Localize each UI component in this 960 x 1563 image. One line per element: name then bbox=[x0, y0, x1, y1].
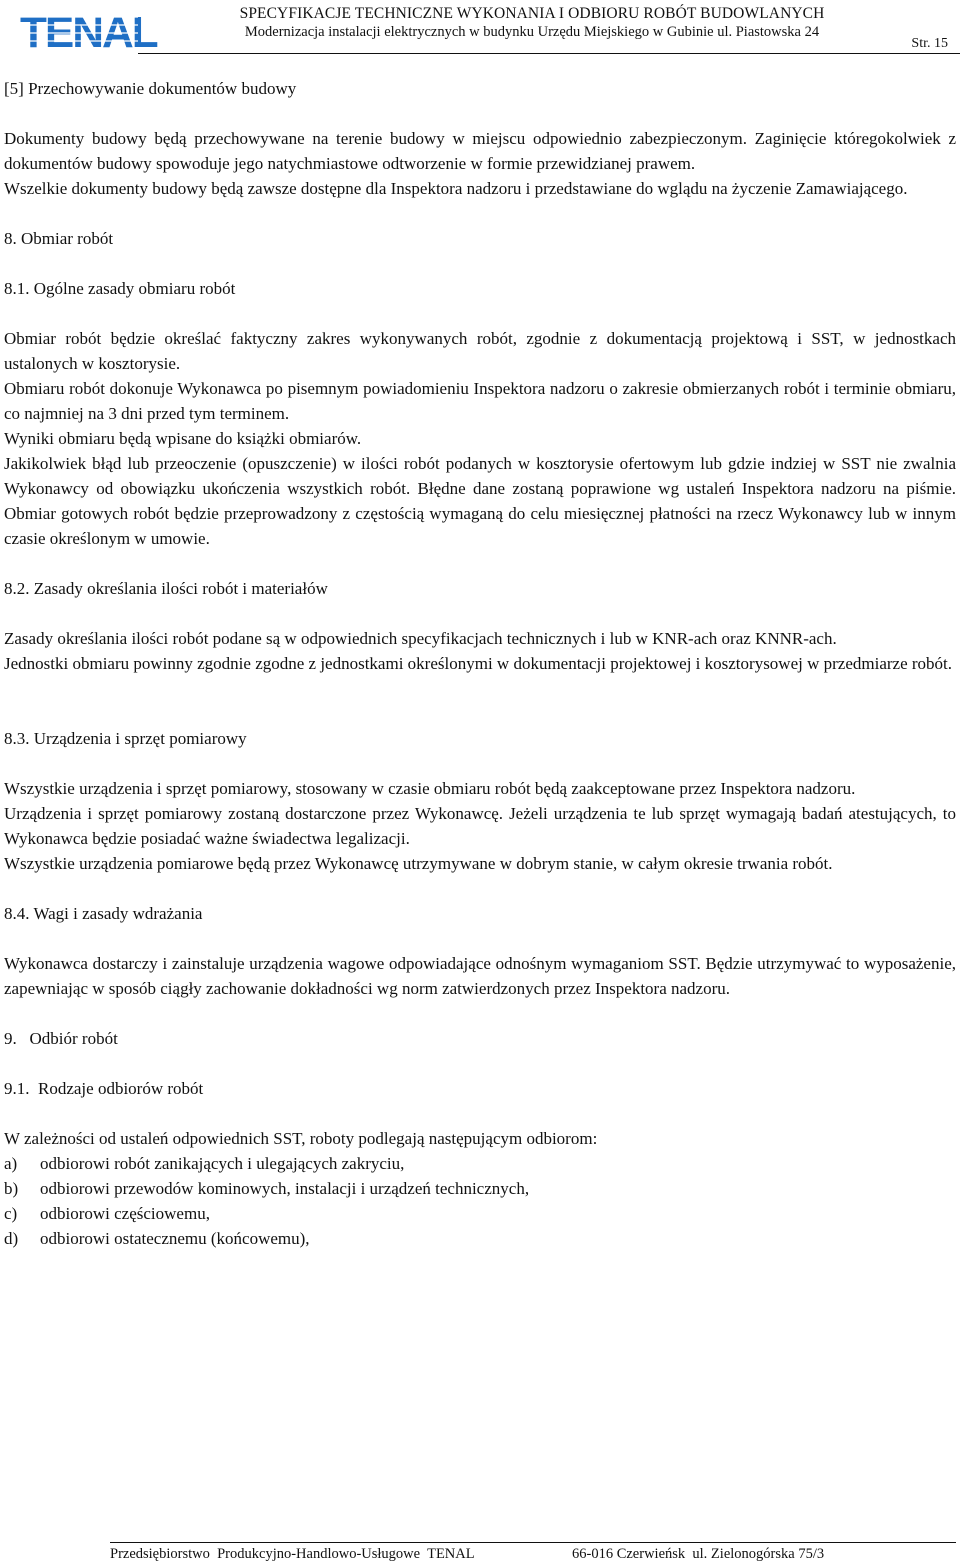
list-item-text: odbiorowi robót zanikających i ulegających zakryciu, bbox=[40, 1154, 405, 1173]
section-5-paragraph: Wszelkie dokumenty budowy będą zawsze dostępne dla Inspektora nadzoru i przedstawiane do wglądu na życzenie Zamawiającego. bbox=[4, 179, 908, 198]
list-item-letter: d) bbox=[4, 1229, 19, 1248]
document-body bbox=[4, 76, 956, 1251]
list-item bbox=[4, 1176, 956, 1201]
section-8-1-paragraph: Jakikolwiek błąd lub przeoczenie (opuszczenie) w ilości robót podanych w kosztorysie ofertowym lub gdzie indziej w SST nie zwalnia Wykonawcy od obowiązku ukończenia wszystkich robót. Błędne dane zostaną poprawione wg ustaleń Inspektora nadzoru na piśmie. Obmiar gotowych robót będzie przeprowadzony z częstością wymaganą do celu miesięcznej płatności na rzecz Wykonawcy lub w innym czasie określonym w umowie. bbox=[4, 454, 956, 548]
section-8-1-paragraph: Obmiaru robót dokonuje Wykonawca po pisemnym powiadomieniu Inspektora nadzoru o zakresie obmierzanych robót i terminie obmiaru, co najmniej na 3 dni przed tym terminem. bbox=[4, 379, 956, 423]
section-5-paragraph: Dokumenty budowy będą przechowywane na terenie budowy w miejscu odpowiednio zabezpieczonym. Zaginięcie któregokolwiek z dokumentów budowy spowoduje jego natychmiastowe odtworzenie w formie przewidzianej prawem. bbox=[4, 129, 956, 173]
list-item-letter: c) bbox=[4, 1204, 18, 1223]
footer-address: 66-016 Czerwieńsk ul. Zielonogórska 75/3 bbox=[572, 1546, 825, 1562]
list-item-text: odbiorowi częściowemu, bbox=[40, 1204, 210, 1223]
list-item bbox=[4, 1151, 956, 1176]
section-8-heading: 8. Obmiar robót bbox=[4, 229, 114, 248]
list-item-text: odbiorowi ostatecznemu (końcowemu), bbox=[40, 1229, 310, 1248]
section-8-1-paragraph: Wyniki obmiaru będą wpisane do książki obmiarów. bbox=[4, 429, 362, 448]
list-item-text: odbiorowi przewodów kominowych, instalacji i urządzeń technicznych, bbox=[40, 1179, 530, 1198]
logo-text: TENAL bbox=[20, 8, 157, 57]
section-9-1-heading: 9.1. Rodzaje odbiorów robót bbox=[4, 1079, 204, 1098]
company-logo bbox=[4, 5, 157, 57]
section-5-heading: [5] Przechowywanie dokumentów budowy bbox=[4, 79, 297, 98]
list-item-letter: a) bbox=[4, 1154, 18, 1173]
footer-divider bbox=[110, 1542, 956, 1543]
section-8-4-paragraph: Wykonawca dostarczy i zainstaluje urządzenia wagowe odpowiadające odnośnym wymaganiom SST. Będzie utrzymywać to wyposażenie, zapewniając w sposób ciągły zachowanie dokładności wg norm zatwierdzonych przez Inspektora nadzoru. bbox=[4, 954, 956, 998]
section-8-3-paragraph: Wszystkie urządzenia pomiarowe będą przez Wykonawcę utrzymywane w dobrym stanie, w całym okresie trwania robót. bbox=[4, 854, 833, 873]
section-8-1-heading: 8.1. Ogólne zasady obmiaru robót bbox=[4, 279, 236, 298]
list-item bbox=[4, 1201, 956, 1226]
section-8-3-paragraph: Wszystkie urządzenia i sprzęt pomiarowy, stosowany w czasie obmiaru robót będą zaakceptowane przez Inspektora nadzoru. bbox=[4, 779, 856, 798]
section-9-heading: 9. Odbiór robót bbox=[4, 1029, 118, 1048]
list-item-letter: b) bbox=[4, 1179, 19, 1198]
footer-company: Przedsiębiorstwo Produkcyjno-Handlowo-Usługowe TENAL bbox=[110, 1546, 475, 1562]
page-number: Str. 15 bbox=[911, 36, 948, 51]
section-8-4-heading: 8.4. Wagi i zasady wdrażania bbox=[4, 904, 203, 923]
header-title-line1: SPECYFIKACJE TECHNICZNE WYKONANIA I ODBIORU ROBÓT BUDOWLANYCH bbox=[239, 5, 825, 22]
section-8-2-paragraph: Zasady określania ilości robót podane są w odpowiednich specyfikacjach technicznych i lub w KNR-ach oraz KNNR-ach. bbox=[4, 629, 837, 648]
section-8-2-heading: 8.2. Zasady określania ilości robót i materiałów bbox=[4, 579, 328, 598]
page-footer bbox=[0, 1534, 960, 1563]
header-title-line2: Modernizacja instalacji elektrycznych w budynku Urzędu Miejskiego w Gubinie ul. Piastowska 24 bbox=[244, 24, 820, 40]
section-8-3-paragraph: Urządzenia i sprzęt pomiarowy zostaną dostarczone przez Wykonawcę. Jeżeli urządzenia te lub sprzęt wymagają badań atestujących, to Wykonawca będzie posiadać ważne świadectwa legalizacji. bbox=[4, 804, 956, 848]
header-divider bbox=[138, 53, 960, 54]
header-title bbox=[212, 4, 852, 41]
list-item bbox=[4, 1226, 956, 1251]
section-8-2-paragraph: Jednostki obmiaru powinny zgodnie zgodne z jednostkami określonymi w dokumentacji projektowej i kosztorysowej w przedmiarze robót. bbox=[4, 654, 953, 673]
section-9-1-intro: W zależności od ustaleń odpowiednich SST, roboty podlegają następującym odbiorom: bbox=[4, 1129, 598, 1148]
section-8-3-heading: 8.3. Urządzenia i sprzęt pomiarowy bbox=[4, 729, 247, 748]
page-header bbox=[0, 0, 960, 58]
section-8-1-paragraph: Obmiar robót będzie określać faktyczny zakres wykonywanych robót, zgodnie z dokumentacją projektową i SST, w jednostkach ustalonych w kosztorysie. bbox=[4, 329, 956, 373]
